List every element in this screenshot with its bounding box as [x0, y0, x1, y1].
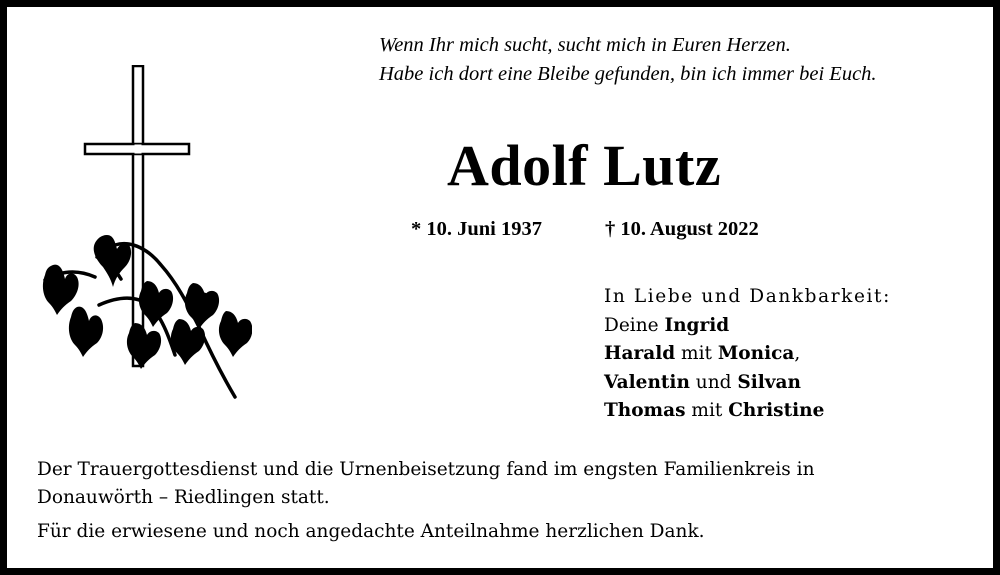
mourners-intro: In Liebe und Dankbarkeit:	[604, 286, 891, 307]
mourner-connector: und	[689, 371, 738, 393]
mourner-line-1	[604, 312, 891, 341]
thanks-line: Für die erwiesene und noch angedachte Anteilnahme herzlichen Dank.	[37, 521, 705, 542]
mourner-name: Silvan	[737, 371, 801, 393]
cross-with-ivy-icon	[37, 65, 252, 405]
memorial-quote	[379, 31, 979, 89]
service-notice	[37, 456, 977, 546]
deceased-name: Adolf Lutz	[447, 133, 722, 198]
obituary-card	[7, 7, 993, 568]
mourner-connector: mit	[675, 343, 718, 364]
service-line-2: Donauwörth – Riedlingen statt.	[37, 487, 330, 508]
mourner-name: Monica	[717, 343, 795, 364]
mourner-punctuation: ,	[794, 343, 801, 364]
mourner-name: Ingrid	[664, 314, 730, 336]
mourner-name: Valentin	[604, 371, 690, 393]
quote-line-1: Wenn Ihr mich sucht, sucht mich in Euren Herzen.	[379, 34, 791, 56]
mourner-line-4	[604, 397, 891, 426]
mourner-name: Harald	[604, 343, 676, 364]
mourner-line-3	[604, 369, 891, 398]
mourner-name: Christine	[728, 400, 825, 421]
mourner-connector: mit	[685, 400, 729, 421]
mourner-prefix: Deine	[604, 314, 665, 336]
quote-line-2: Habe ich dort eine Bleibe gefunden, bin ich immer bei Euch.	[379, 63, 877, 85]
birth-date: * 10. Juni 1937	[411, 218, 542, 240]
death-date: † 10. August 2022	[605, 218, 759, 240]
mourner-line-2	[604, 340, 891, 369]
mourners-block	[604, 283, 891, 426]
service-line-1: Der Trauergottesdienst und die Urnenbeisetzung fand im engsten Familienkreis in	[37, 459, 815, 480]
mourner-name: Thomas	[604, 400, 686, 421]
